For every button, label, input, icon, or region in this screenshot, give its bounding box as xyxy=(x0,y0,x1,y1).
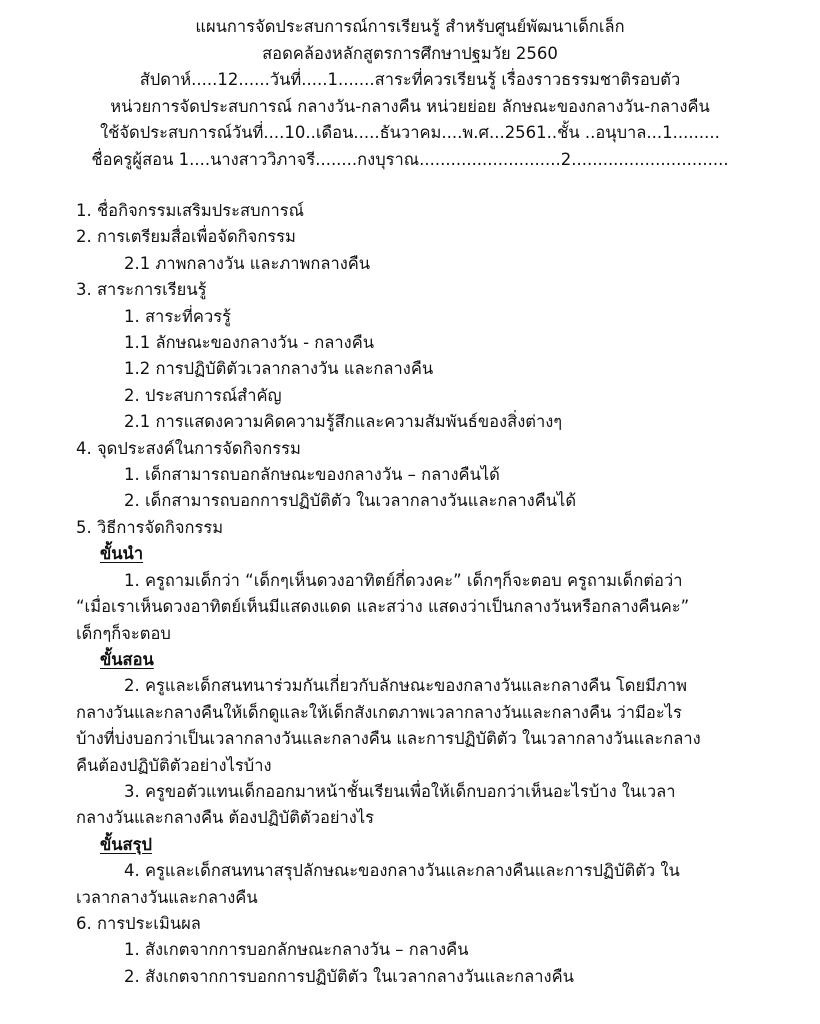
intro-paragraph-line: เด็กๆก็จะตอบ xyxy=(76,623,171,643)
intro-paragraph-line: “เมื่อเราเห็นดวงอาทิตย์เห็นมีแสดงแดด และสว่าง แสดงว่าเป็นกลางวันหรือกลางคืนคะ” xyxy=(76,597,690,617)
document-header xyxy=(0,14,820,173)
teach-paragraph-line: 2. ครูและเด็กสนทนาร่วมกันเกี่ยวกับลักษณะของกลางวันและกลางคืน โดยมีภาพ xyxy=(124,676,688,696)
summary-paragraph-line: 4. ครูและเด็กสนทนาสรุปลักษณะของกลางวันและกลางคืนและการปฏิบัติตัว ใน xyxy=(124,861,680,881)
step-summary-heading: ขั้นสรุป xyxy=(100,834,152,854)
section-6-item-1: 1. สังเกตจากการบอกลักษณะกลางวัน – กลางคืน xyxy=(124,940,469,960)
teach-paragraph-line: 3. ครูขอตัวแทนเด็กออกมาหน้าชั้นเรียนเพื่อให้เด็กบอกว่าเห็นอะไรบ้าง ในเวลา xyxy=(124,781,676,801)
section-5-heading: 5. วิธีการจัดกิจกรรม xyxy=(76,517,224,537)
section-6-heading: 6. การประเมินผล xyxy=(76,913,201,933)
header-teacher: ชื่อครูผู้สอน 1....นางสาววิภาจรี........กงบุราณ...........................2.............................. xyxy=(91,149,729,169)
section-3-item-1-1: 1.1 ลักษณะของกลางวัน - กลางคืน xyxy=(124,333,375,353)
header-title: แผนการจัดประสบการณ์การเรียนรู้ สำหรับศูนย์พัฒนาเด็กเล็ก xyxy=(195,17,625,36)
header-week-topic: สัปดาห์.....12......วันที่.....1.......สาระที่ควรเรียนรู้ เรื่องราวธรรมชาติรอบตัว xyxy=(139,70,681,89)
teach-paragraph-line: กลางวันและกลางคืน ต้องปฏิบัติตัวอย่างไร xyxy=(76,808,375,828)
teach-paragraph-line: บ้างที่บ่งบอกว่าเป็นเวลากลางวันและกลางคืน และการปฏิบัติตัว ในเวลากลางวันและกลาง xyxy=(76,729,701,749)
teach-paragraph-line: คืนต้องปฏิบัติตัวอย่างไรบ้าง xyxy=(76,755,272,775)
step-introduction-heading: ขั้นนำ xyxy=(100,544,144,564)
header-curriculum: สอดคล้องหลักสูตรการศึกษาปฐมวัย 2560 xyxy=(262,43,558,63)
section-4-heading: 4. จุดประสงค์ในการจัดกิจกรรม xyxy=(76,438,301,458)
section-4-item-2: 2. เด็กสามารถบอกการปฏิบัติตัว ในเวลากลางวันและกลางคืนได้ xyxy=(124,491,577,511)
section-1-heading: 1. ชื่อกิจกรรมเสริมประสบการณ์ xyxy=(76,201,304,220)
intro-paragraph-line: 1. ครูถามเด็กว่า “เด็กๆเห็นดวงอาทิตย์กี่ดวงคะ” เด็กๆก็จะตอบ ครูถามเด็กต่อว่า xyxy=(124,570,683,590)
section-6-item-2: 2. สังเกตจากการบอกการปฏิบัติตัว ในเวลากลางวันและกลางคืน xyxy=(124,966,574,986)
section-3-heading: 3. สาระการเรียนรู้ xyxy=(76,280,207,300)
header-unit: หน่วยการจัดประสบการณ์ กลางวัน-กลางคืน หน่วยย่อย ลักษณะของกลางวัน-กลางคืน xyxy=(110,96,710,116)
document-body xyxy=(76,198,796,990)
header-date-class: ใช้จัดประสบการณ์วันที่....10..เดือน.....ธันวาคม....พ.ศ...2561..ชั้น ..อนุบาล...1......... xyxy=(100,123,720,142)
section-2-heading: 2. การเตรียมสื่อเพื่อจัดกิจกรรม xyxy=(76,227,296,247)
summary-paragraph-line: เวลากลางวันและกลางคืน xyxy=(76,887,258,907)
section-3-subheading-1: 1. สาระที่ควรรู้ xyxy=(124,306,231,326)
section-2-item-1: 2.1 ภาพกลางวัน และภาพกลางคืน xyxy=(124,253,371,273)
teach-paragraph-line: กลางวันและกลางคืนให้เด็กดูและให้เด็กสังเกตภาพเวลากลางวันและกลางคืน ว่ามีอะไร xyxy=(76,702,682,722)
section-3-subheading-2: 2. ประสบการณ์สำคัญ xyxy=(124,385,282,405)
step-teaching-heading: ขั้นสอน xyxy=(100,649,154,669)
section-4-item-1: 1. เด็กสามารถบอกลักษณะของกลางวัน – กลางคืนได้ xyxy=(124,465,500,485)
section-3-item-1-2: 1.2 การปฏิบัติตัวเวลากลางวัน และกลางคืน xyxy=(124,359,434,379)
section-3-item-2-1: 2.1 การแสดงความคิดความรู้สึกและความสัมพันธ์ของสิ่งต่างๆ xyxy=(124,412,563,432)
